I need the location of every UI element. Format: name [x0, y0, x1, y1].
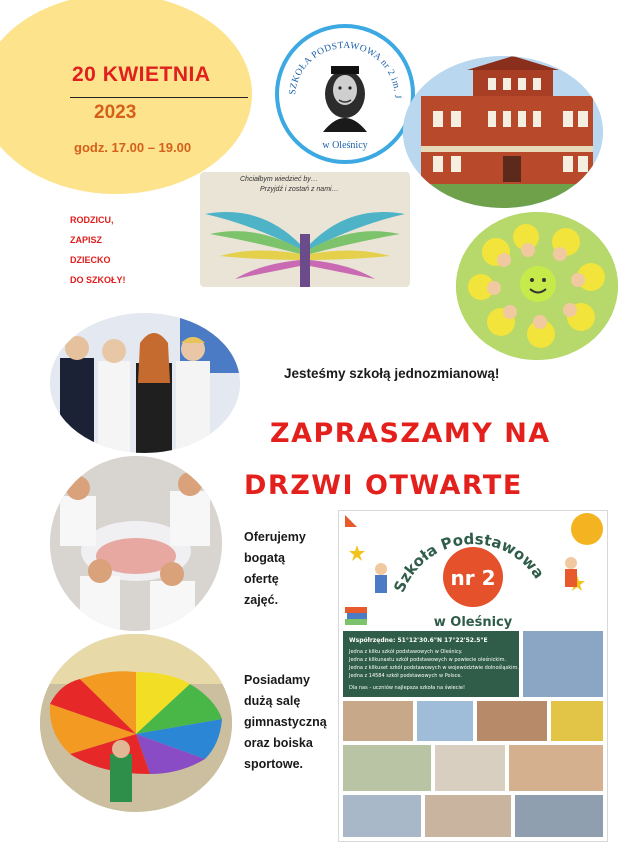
parent-call-note — [70, 210, 126, 290]
building-illustration — [403, 56, 603, 208]
school-building-photo — [403, 56, 603, 208]
poster-coords: Współrzędne: 51°12'30.6"N 17°22'52.5"E — [349, 637, 488, 644]
children-circle-photo — [456, 212, 618, 360]
event-hours: godz. 17.00 – 19.00 — [74, 140, 192, 155]
offer-text — [244, 527, 306, 611]
poster-badge: nr 2 — [450, 566, 496, 590]
event-year: 2023 — [94, 102, 137, 123]
facilities-line: dużą salę — [244, 694, 301, 708]
science-class-photo — [50, 456, 222, 631]
poster-fact: Jedna z 14584 szkół podstawowych w Polsce. — [349, 673, 462, 679]
card-line-1: Chciałbym wiedzieć by… — [240, 176, 318, 183]
sun-icon — [571, 513, 603, 545]
single-shift-tagline: Jesteśmy szkołą jednozmianową! — [284, 366, 500, 381]
headline-line-1: ZAPRASZAMY NA — [270, 418, 551, 449]
poster-fact: Jedna z kilkuset szkół podstawowych w województwie dolnośląskim. — [349, 665, 519, 671]
facilities-line: gimnastyczną — [244, 715, 327, 729]
smiley-ball-icon — [520, 266, 556, 302]
poster-illustration — [339, 511, 607, 841]
poster-title: Szkoła Podstawowa — [390, 529, 548, 595]
facilities-text — [244, 670, 327, 775]
facilities-line: sportowe. — [244, 757, 304, 771]
offer-line: Oferujemy — [244, 530, 306, 544]
offer-line: bogatą — [244, 551, 285, 565]
date-divider — [70, 97, 248, 98]
event-date: 20 KWIETNIA — [72, 63, 211, 86]
note-line: ZAPISZ — [70, 235, 103, 245]
offer-line: ofertę — [244, 572, 279, 586]
poster-motto: Dla nas - uczniów najlepsza szkoła na świecie! — [349, 685, 465, 691]
wings-craft-photo — [200, 172, 410, 287]
poster-city: w Oleśnicy — [433, 615, 513, 630]
headline-line-2: DRZWI OTWARTE — [244, 470, 523, 501]
note-line: DZIECKO — [70, 255, 111, 265]
poster-fact: Jedna z kilkunastu szkół podstawowych w powiecie oleśnickim. — [349, 657, 507, 663]
school-logo — [275, 24, 415, 164]
facilities-line: oraz boiska — [244, 736, 313, 750]
patron-portrait-icon — [323, 66, 367, 132]
offer-line: zajęć. — [244, 593, 279, 607]
card-line-2: Przyjdź i zostań z nami… — [260, 186, 339, 193]
paper-wings-icon — [200, 194, 410, 287]
school-seal-icon — [279, 28, 411, 160]
logo-arc-text: SZKOŁA PODSTAWOWA nr 2 im. J — [288, 40, 403, 99]
note-line: RODZICU, — [70, 215, 114, 225]
students-photo — [50, 313, 240, 453]
gym-parachute-photo — [40, 634, 232, 812]
note-line: DO SZKOŁY! — [70, 275, 126, 285]
facilities-line: Posiadamy — [244, 673, 311, 687]
school-poster — [338, 510, 608, 842]
poster-fact: Jedna z kilku szkół podstawowych w Oleśnicy. — [349, 649, 463, 655]
logo-bottom-text: w Oleśnicy — [322, 140, 368, 151]
